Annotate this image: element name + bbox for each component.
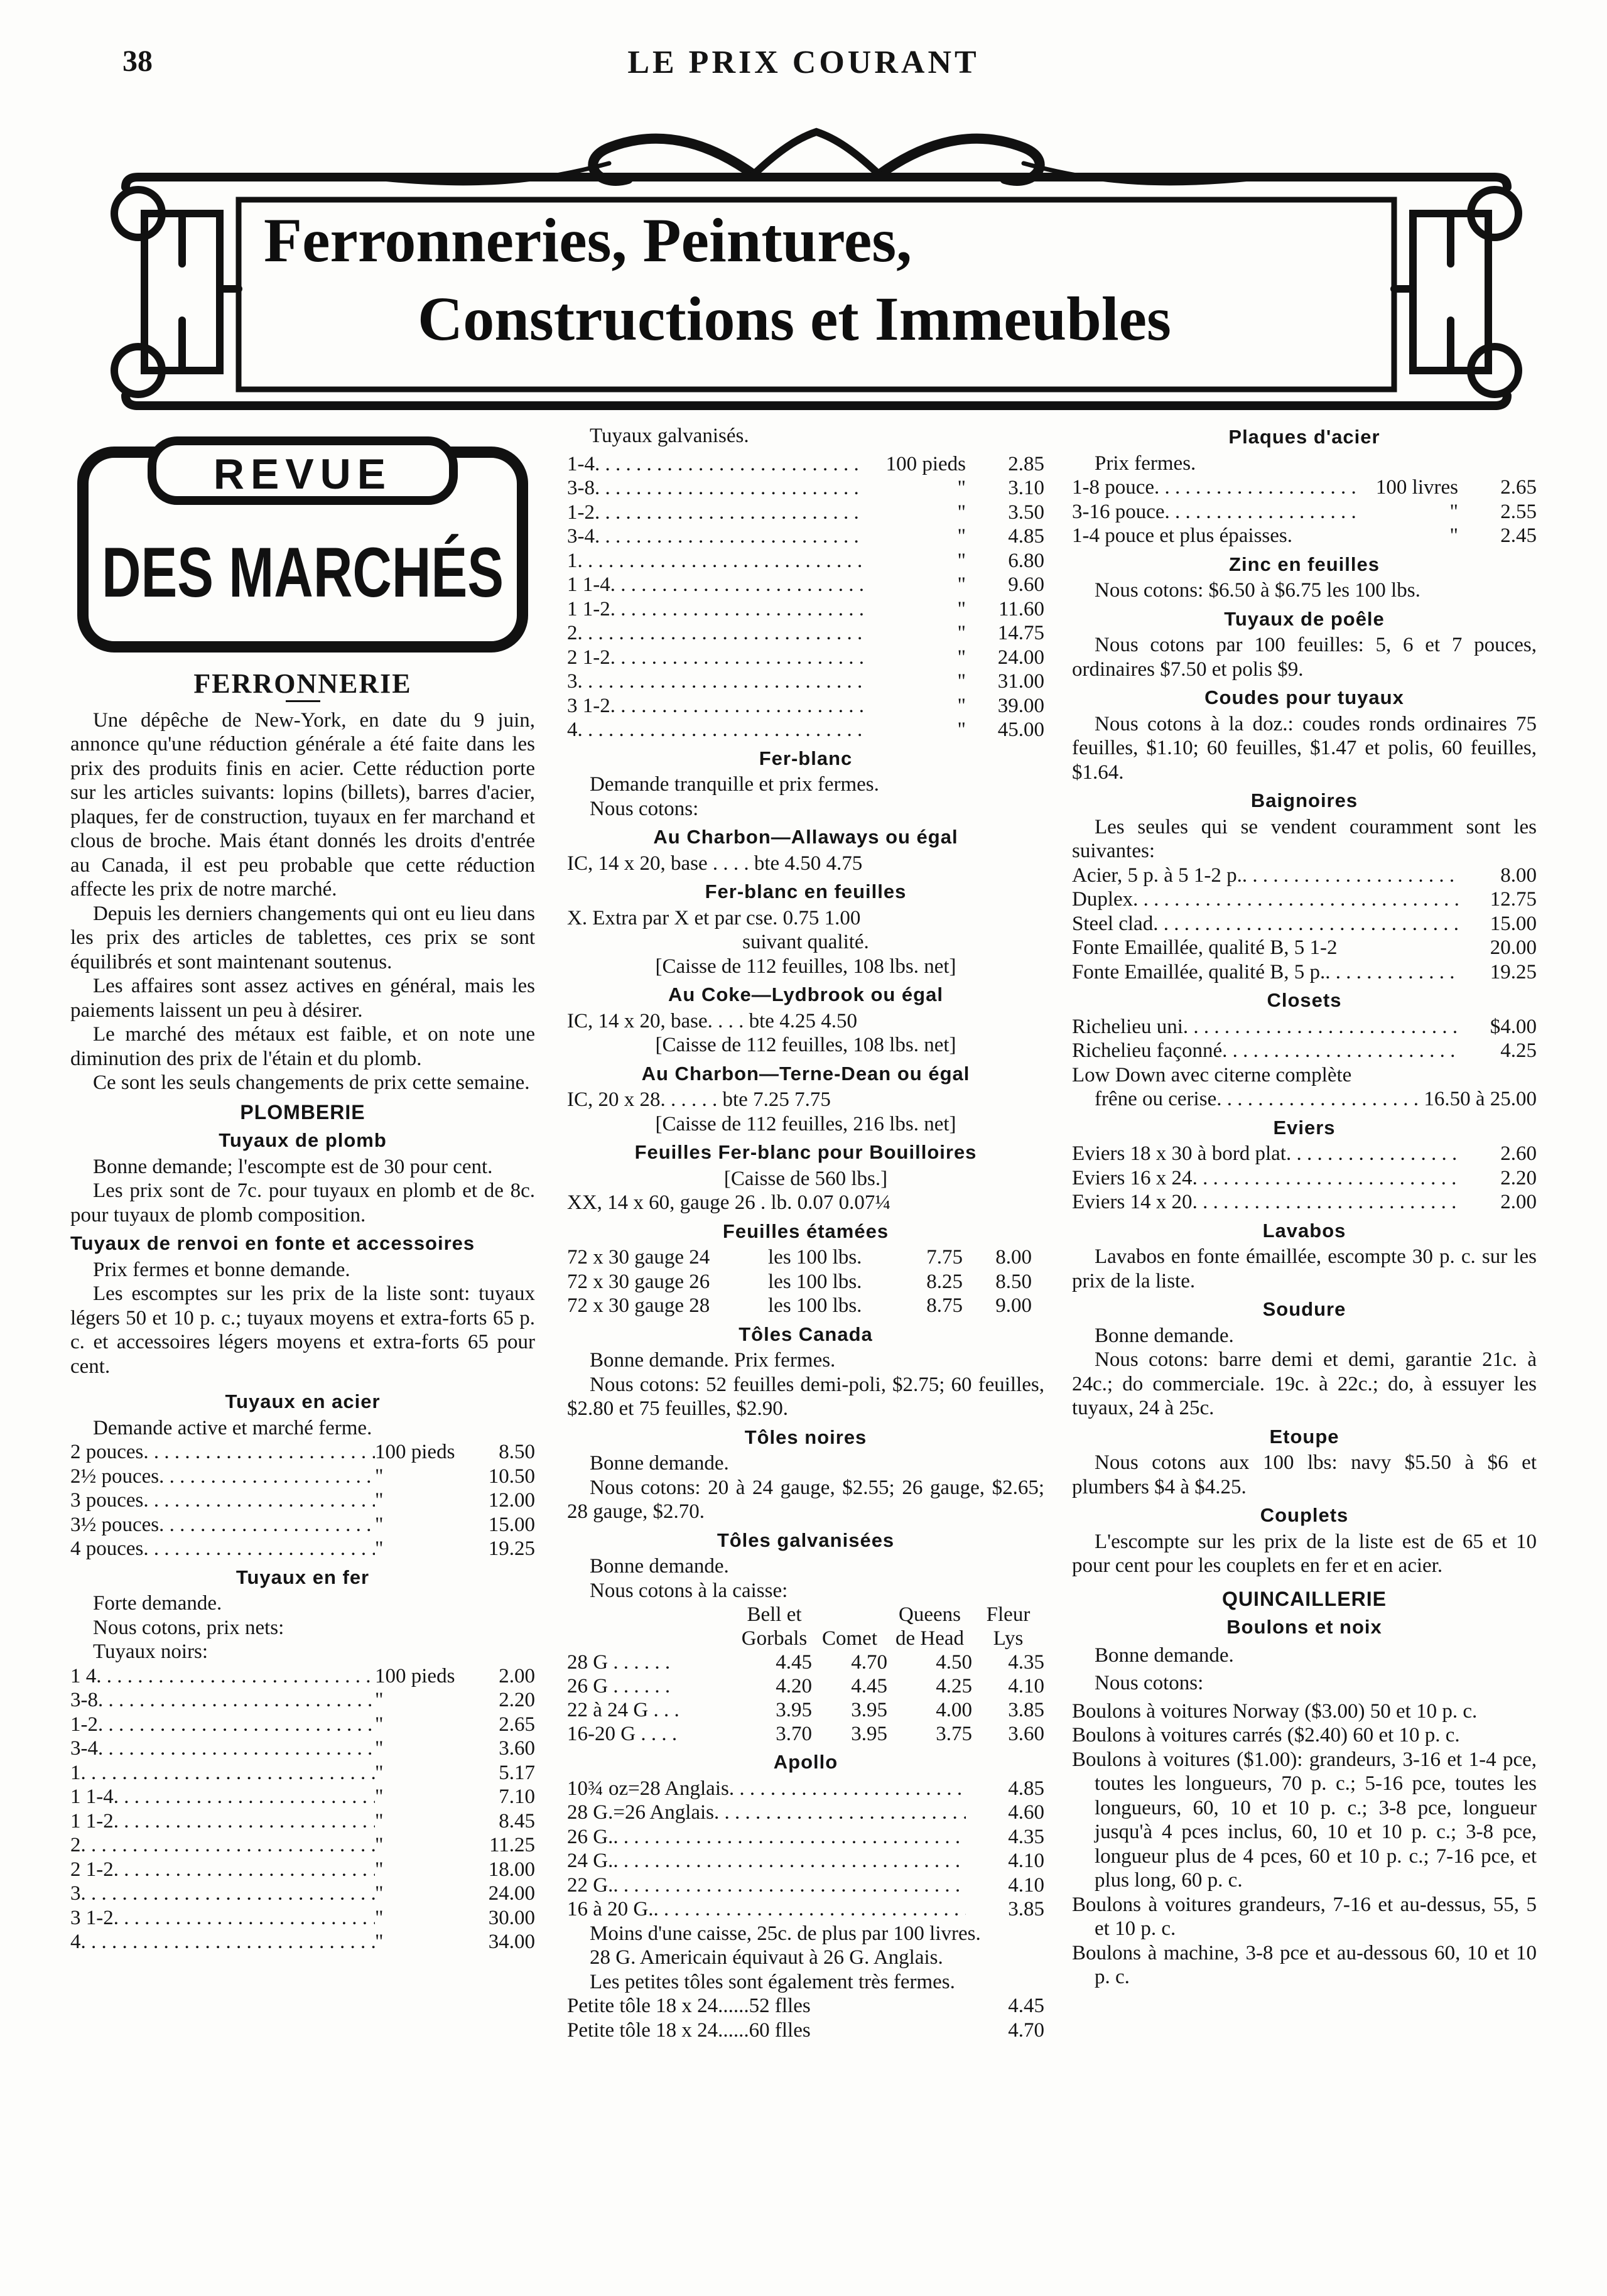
closets-low-down: Low Down avec citerne complète (1072, 1063, 1352, 1086)
fer-price-list (70, 1664, 535, 1954)
price-row: 3-4 . . . " 4.85 (567, 524, 1044, 549)
ferblanc-heading: Fer-blanc (759, 747, 853, 769)
boulons-item-3: Boulons à voitures ($1.00): grandeurs, 3-16 et 1-4 pce, toutes les longueurs, 70 p. c.; 5-16 pce, toutes les longueurs, 60, 10 et 10 p. c.; 3-8 pce, longueur jusqu'à 4 pces inclus, 60, 10 et 10 p. c.; 3-8 pce, longueur plus de 4 pces, 60 et 10 p. c.; 7-16 pce, et plus long, 60 p. c. (1072, 1748, 1537, 1892)
price-row: Eviers 16 x 24 . . . 2.20 (1072, 1166, 1537, 1191)
price-row: 1 . . . " 5.17 (70, 1761, 535, 1785)
boulons-item-5: Boulons à machine, 3-8 pce et au-dessous 60, 10 et 10 p. c. (1072, 1941, 1537, 1988)
price-row: 1-8 pouce . . . 100 livres 2.65 (1072, 475, 1537, 500)
plomberie-heading: PLOMBERIE (240, 1100, 365, 1124)
logo-bottom-text: DES MARCHÉS (102, 533, 504, 612)
running-title: LE PRIX COURANT (627, 45, 980, 80)
galvanisees-table (567, 1603, 1044, 1746)
ferblanc-line-1: Demande tranquille et prix fermes. (590, 773, 879, 796)
acier-heading: Tuyaux en acier (225, 1390, 381, 1412)
feuilles-heading: Fer-blanc en feuilles (705, 880, 907, 902)
price-row: 3 . . . " 24.00 (70, 1882, 535, 1906)
allaways-line: IC, 14 x 20, base . . . . bte 4.50 4.75 (567, 852, 863, 875)
table-cell: 72 x 30 gauge 28 (567, 1294, 710, 1317)
column-left (70, 424, 535, 1954)
renvoi-para-2: Les escomptes sur les prix de la liste sont: tuyaux légers 50 et 10 p. c.; tuyaux moyens et extra-forts 65 p. c. et accessoires légers moyens et extra-forts 65 pour cent. (70, 1282, 535, 1378)
table-cell: 3.95 (851, 1723, 887, 1745)
table-cell: 4.70 (851, 1651, 887, 1674)
table-cell: 4.20 (776, 1675, 812, 1698)
price-row: Fonte Emaillée, qualité B, 5 1-2 20.00 (1072, 936, 1537, 959)
renvoi-heading: Tuyaux de renvoi en fonte et accessoires (70, 1232, 475, 1254)
ferronnerie-para-1: Une dépêche de New-York, en date du 9 juin, annonce qu'une réduction générale a été faite dans les prix des produits finis en acier. Cette réduction porte sur les articles suivants: lopins (billets), barres d'acier, plaques, fer de construction, tuyaux en fer marchand et clous de broche. Mais étant donnés les droits d'entrée au Canada, il est peu probable que cette réduction affecte les prix de notre marché. (70, 708, 535, 901)
price-row: 1-4 pouce et plus épaisses. " 2.45 (1072, 524, 1537, 547)
bouilloires-line-2: XX, 14 x 60, gauge 26 . lb. 0.07 0.07¼ (567, 1191, 891, 1214)
zinc-text: Nous cotons: $6.50 à $6.75 les 100 lbs. (1095, 579, 1420, 602)
fer-line-2: Nous cotons, prix nets: (93, 1616, 284, 1639)
lavabos-heading: Lavabos (1262, 1219, 1346, 1242)
terne-line-1: IC, 20 x 28. . . . . . bte 7.25 7.75 (567, 1088, 831, 1111)
price-row: 2 pouces . . . 100 pieds 8.50 (70, 1440, 535, 1465)
plaques-heading: Plaques d'acier (1228, 426, 1380, 448)
price-row: 26 G. . . . 4.35 (567, 1825, 1044, 1849)
soudure-heading: Soudure (1262, 1298, 1346, 1320)
boulons-line-1: Bonne demande. (1095, 1643, 1234, 1667)
price-row: 3 pouces . . . " 12.00 (70, 1488, 535, 1513)
revue-des-marches-logo (70, 433, 535, 659)
price-row: 1 1-4 . . . " 9.60 (567, 573, 1044, 597)
ferronnerie-para-4: Le marché des métaux est faible, et on note une diminution des prix de l'étain et du plomb. (70, 1023, 535, 1070)
price-row: Fonte Emaillée, qualité B, 5 p. . . . 19.25 (1072, 960, 1537, 985)
boulons-item-1: Boulons à voitures Norway ($3.00) 50 et 10 p. c. (1072, 1699, 1478, 1723)
table-cell: 4.50 (936, 1651, 972, 1674)
table-cell: 7.75 (926, 1246, 963, 1269)
galv-heading: Tuyaux galvanisés. (590, 425, 749, 447)
table-cell: les 100 lbs. (768, 1294, 862, 1317)
table-cell: 16-20 G . . . . (567, 1723, 678, 1745)
price-row: Duplex . . . 12.75 (1072, 887, 1537, 912)
heading-rule (286, 700, 320, 702)
boulons-heading: Boulons et noix (1226, 1616, 1382, 1638)
price-row: 4 . . . " 45.00 (567, 718, 1044, 742)
price-row: 2 . . . " 11.25 (70, 1833, 535, 1858)
table-header: Bell et Gorbals (741, 1603, 808, 1650)
ferblanc-line-2: Nous cotons: (590, 797, 699, 820)
table-cell: 3.85 (1008, 1699, 1044, 1721)
etoupe-text: Nous cotons aux 100 lbs: navy $5.50 à $6 et plumbers $4 à $4.25. (1072, 1451, 1537, 1498)
table-cell: 4.45 (776, 1651, 812, 1674)
closets-heading: Closets (1267, 989, 1342, 1011)
soudure-para-2: Nous cotons: barre demi et demi, garantie 21c. à 24c.; do commerciale. 19c. à 22c.; do, à essuyer les tuyaux, 24 à 25c. (1072, 1348, 1537, 1419)
table-cell: 28 G . . . . . . (567, 1651, 671, 1674)
banner-title-line2: Constructions et Immeubles (418, 284, 1171, 354)
feuilles-line-1: X. Extra par X et par cse. 0.75 1.00 (567, 906, 861, 929)
page-header (0, 44, 1607, 82)
noires-para-1: Bonne demande. (590, 1452, 729, 1475)
table-cell: 3.70 (776, 1723, 812, 1745)
price-row: 3-4 . . . " 3.60 (70, 1736, 535, 1761)
price-row: 10¾ oz=28 Anglais . . . 4.85 (567, 1777, 1044, 1801)
price-row: 2 . . . " 14.75 (567, 621, 1044, 646)
price-row: 3½ pouces . . . " 15.00 (70, 1513, 535, 1537)
page-number: 38 (122, 45, 153, 78)
closets-price-list (1072, 1015, 1537, 1063)
table-cell: 4.00 (936, 1699, 972, 1721)
price-row: Eviers 18 x 30 à bord plat . . . 2.60 (1072, 1142, 1537, 1166)
baignoires-price-list (1072, 864, 1537, 985)
table-cell: 22 à 24 G . . . (567, 1699, 679, 1721)
lavabos-text: Lavabos en fonte émaillée, escompte 30 p. c. sur les prix de la liste. (1072, 1245, 1537, 1292)
etamees-heading: Feuilles étamées (722, 1220, 889, 1242)
price-row: 1-2 . . . " 2.65 (70, 1713, 535, 1737)
boulons-item-2: Boulons à voitures carrés ($2.40) 60 et 10 p. c. (1072, 1724, 1460, 1746)
coudes-text: Nous cotons à la doz.: coudes ronds ordinaires 75 feuilles, $1.10; 60 feuilles, $1.47 et polis, 60 feuilles, $1.64. (1072, 712, 1537, 784)
renvoi-para-1: Prix fermes et bonne demande. (93, 1258, 350, 1281)
section-banner (100, 113, 1532, 414)
table-cell: 72 x 30 gauge 24 (567, 1246, 710, 1269)
price-row: 16 à 20 G. . . . 3.85 (567, 1897, 1044, 1922)
price-row: 1 1-2 . . . " 8.45 (70, 1809, 535, 1834)
price-row: 3 . . . " 31.00 (567, 669, 1044, 694)
table-cell: 4.35 (1008, 1651, 1044, 1674)
price-row: Acier, 5 p. à 5 1-2 p. . . . 8.00 (1072, 864, 1537, 888)
lydbrook-line-2: [Caisse de 112 feuilles, 108 lbs. net] (655, 1034, 956, 1056)
baignoires-heading: Baignoires (1250, 789, 1358, 811)
logo-top-text: REVUE (213, 450, 392, 498)
table-cell: 3.95 (776, 1699, 812, 1721)
price-row: 2 1-2 . . . " 18.00 (70, 1858, 535, 1882)
table-cell: 4.25 (936, 1675, 972, 1698)
noires-para-2: Nous cotons: 20 à 24 gauge, $2.55; 26 gauge, $2.65; 28 gauge, $2.70. (567, 1476, 1044, 1523)
fer-heading: Tuyaux en fer (235, 1566, 370, 1588)
plaques-intro: Prix fermes. (1095, 452, 1196, 475)
petite-tole-list (567, 1994, 1044, 2042)
table-cell: 4.45 (851, 1675, 887, 1698)
table-cell: 3.60 (1008, 1723, 1044, 1745)
galvanisees-heading: Tôles galvanisées (717, 1529, 895, 1551)
lydbrook-line-1: IC, 14 x 20, base. . . . bte 4.25 4.50 (567, 1009, 857, 1032)
table-header (567, 1603, 737, 1650)
terne-line-2: [Caisse de 112 feuilles, 216 lbs. net] (655, 1112, 956, 1135)
table-header: Fleur Lys (986, 1603, 1031, 1650)
galvanisees-line-2: Nous cotons à la caisse: (590, 1579, 788, 1602)
ferronnerie-para-2: Depuis les derniers changements qui ont eu lieu dans les prix des articles de tablettes, ces prix se sont équilibrés et sont maintenant soutenus. (70, 902, 535, 973)
price-row: 22 G. . . . 4.10 (567, 1873, 1044, 1898)
price-row: Richelieu uni . . . $4.00 (1072, 1015, 1537, 1039)
table-cell: les 100 lbs. (768, 1246, 862, 1269)
price-row: 1 1-4 . . . " 7.10 (70, 1785, 535, 1809)
allaways-heading: Au Charbon—Allaways ou égal (653, 826, 958, 848)
zinc-heading: Zinc en feuilles (1229, 553, 1380, 575)
price-row: 1 4 . . . 100 pieds 2.00 (70, 1664, 535, 1689)
couplets-text: L'escompte sur les prix de la liste est de 65 et 10 pour cent pour les couplets en fer et en acier. (1072, 1530, 1537, 1577)
acier-price-list (70, 1440, 535, 1561)
etamees-table (567, 1245, 1044, 1318)
poele-text: Nous cotons par 100 feuilles: 5, 6 et 7 pouces, ordinaires $7.50 et polis $9. (1072, 634, 1537, 681)
baignoires-text: Les seules qui se vendent couramment sont les suivantes: (1072, 815, 1537, 862)
plomb-para-1: Bonne demande; l'escompte est de 30 pour cent. (93, 1155, 493, 1178)
bouilloires-line-1: [Caisse de 560 lbs.] (723, 1167, 888, 1190)
canada-heading: Tôles Canada (739, 1323, 873, 1345)
apollo-para-2: 28 G. Americain équivaut à 26 G. Anglais. (590, 1946, 943, 1969)
logo-frame (70, 433, 535, 659)
table-cell: 8.00 (995, 1246, 1032, 1269)
table-cell: 8.75 (926, 1294, 963, 1317)
fer-line-3: Tuyaux noirs: (93, 1640, 208, 1663)
price-row: 2½ pouces . . . " 10.50 (70, 1465, 535, 1489)
ferronnerie-para-3: Les affaires sont assez actives en général, mais les paiements laissent un peu à désirer. (70, 975, 535, 1022)
boulons-line-2: Nous cotons: (1095, 1672, 1204, 1694)
galvanisees-line-1: Bonne demande. (590, 1555, 729, 1578)
couplets-heading: Couplets (1260, 1504, 1349, 1526)
table-cell: 8.25 (926, 1270, 963, 1293)
fer-line-1: Forte demande. (93, 1592, 222, 1615)
eviers-price-list (1072, 1142, 1537, 1215)
price-row: 1 . . . " 6.80 (567, 549, 1044, 573)
price-row: 3-16 pouce . . . " 2.55 (1072, 500, 1537, 524)
galv-price-list (567, 452, 1044, 742)
price-row: 3 1-2 . . . " 30.00 (70, 1906, 535, 1930)
eviers-heading: Eviers (1273, 1116, 1336, 1139)
price-row: Richelieu façonné . . . 4.25 (1072, 1039, 1537, 1063)
soudure-para-1: Bonne demande. (1095, 1324, 1234, 1347)
apollo-heading: Apollo (773, 1751, 838, 1773)
plomb-heading: Tuyaux de plomb (219, 1129, 387, 1151)
plaques-price-list (1072, 475, 1537, 548)
price-row: 4 pouces . . . " 19.25 (70, 1537, 535, 1561)
ferronnerie-para-5: Ce sont les seuls changements de prix cette semaine. (93, 1071, 530, 1094)
feuilles-line-2: suivant qualité. (742, 931, 869, 953)
plomb-para-2: Les prix sont de 7c. pour tuyaux en plomb et de 8c. pour tuyaux de plomb composition. (70, 1179, 535, 1227)
price-row: 2 1-2 . . . " 24.00 (567, 646, 1044, 670)
price-row: Steel clad . . . 15.00 (1072, 912, 1537, 936)
apollo-para-3: Les petites tôles sont également très fermes. (590, 1970, 955, 1993)
table-cell: 8.50 (995, 1270, 1032, 1293)
price-row: 1-2 . . . " 3.50 (567, 501, 1044, 525)
table-cell: 4.10 (1008, 1675, 1044, 1698)
feuilles-line-3: [Caisse de 112 feuilles, 108 lbs. net] (655, 955, 956, 978)
boulons-item-4: Boulons à voitures grandeurs, 7-16 et au-dessus, 55, 5 et 10 p. c. (1072, 1893, 1537, 1940)
table-cell: 72 x 30 gauge 26 (567, 1270, 710, 1293)
ferronnerie-heading: FERRONNERIE (193, 668, 412, 699)
table-cell: les 100 lbs. (768, 1270, 862, 1293)
price-row: frêne ou cerise . . . 16.50 à 25.00 (1072, 1087, 1537, 1112)
price-row: 3 1-2 . . . " 39.00 (567, 694, 1044, 718)
noires-heading: Tôles noires (744, 1426, 867, 1448)
acier-intro: Demande active et marché ferme. (93, 1416, 372, 1439)
apollo-price-list (567, 1777, 1044, 1922)
lydbrook-heading: Au Coke—Lydbrook ou égal (668, 983, 943, 1005)
table-cell: 3.95 (851, 1699, 887, 1721)
price-row: 1-4 . . . 100 pieds 2.85 (567, 452, 1044, 477)
price-row: Eviers 14 x 20 . . . 2.00 (1072, 1190, 1537, 1215)
table-header: Comet (822, 1627, 877, 1650)
price-row: 4 . . . " 34.00 (70, 1930, 535, 1954)
banner-title-line1: Ferronneries, Peintures, (264, 205, 912, 275)
price-row: 1 1-2 . . . " 11.60 (567, 597, 1044, 622)
table-cell: 26 G . . . . . . (567, 1675, 671, 1698)
terne-heading: Au Charbon—Terne-Dean ou égal (641, 1062, 970, 1085)
etoupe-heading: Etoupe (1269, 1425, 1339, 1448)
price-row: 3-8 . . . " 3.10 (567, 476, 1044, 501)
coudes-heading: Coudes pour tuyaux (1204, 686, 1404, 708)
column-middle (567, 424, 1044, 2042)
price-row: Petite tôle 18 x 24......52 flles 4.45 (567, 1995, 1044, 2017)
apollo-para-1: Moins d'une caisse, 25c. de plus par 100 livres. (590, 1922, 981, 1945)
quincaillerie-heading: QUINCAILLERIE (1222, 1587, 1387, 1610)
table-cell: 3.75 (936, 1723, 972, 1745)
canada-para-2: Nous cotons: 52 feuilles demi-poli, $2.75; 60 feuilles, $2.80 et 75 feuilles, $2.90. (567, 1373, 1044, 1420)
poele-heading: Tuyaux de poêle (1224, 607, 1385, 630)
table-cell: 9.00 (995, 1294, 1032, 1317)
canada-para-1: Bonne demande. Prix fermes. (590, 1349, 836, 1372)
price-row: 28 G.=26 Anglais . . . 4.60 (567, 1801, 1044, 1825)
price-row: 24 G. . . . 4.10 (567, 1849, 1044, 1873)
bouilloires-heading: Feuilles Fer-blanc pour Bouilloires (634, 1141, 977, 1163)
table-header: Queens de Head (895, 1603, 965, 1650)
price-row: Petite tôle 18 x 24......60 flles 4.70 (567, 2018, 1044, 2042)
column-right (1072, 424, 1537, 1990)
price-row: 3-8 . . . " 2.20 (70, 1688, 535, 1713)
